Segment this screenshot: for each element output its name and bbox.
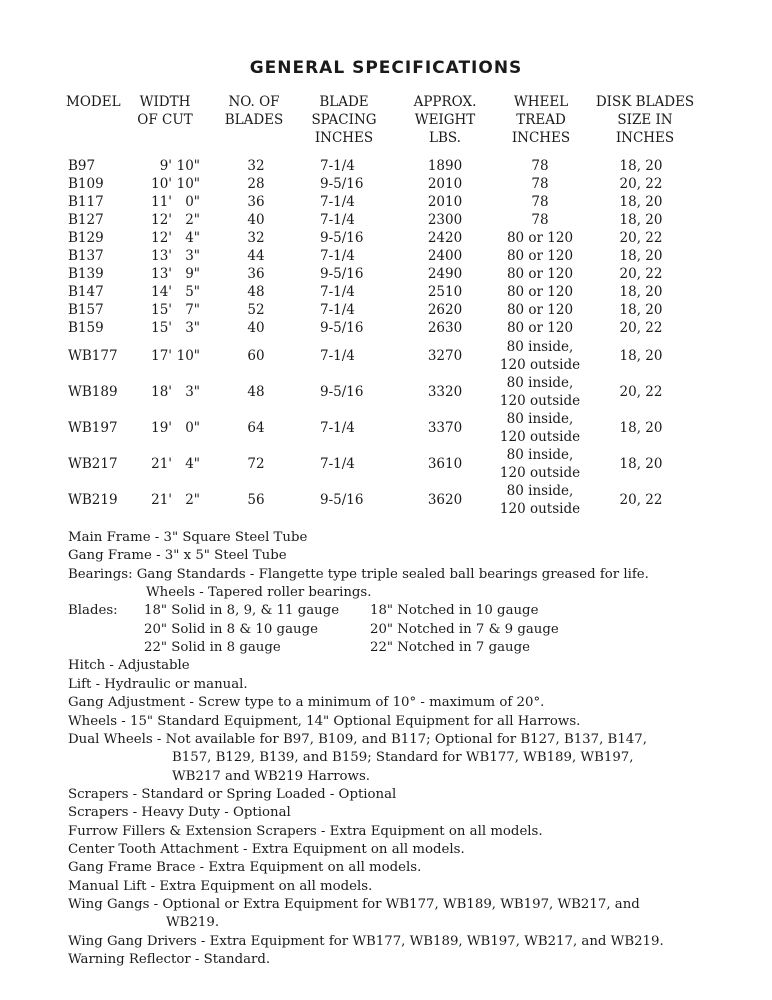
spec-note-line: Main Frame - 3" Square Steel Tube	[68, 530, 308, 545]
header-spacing-line: SPACING	[311, 112, 377, 128]
disk-cell: 18, 20	[619, 194, 663, 210]
tread-cell: 80 or 120	[506, 302, 574, 318]
spec-note-line: Scrapers - Heavy Duty - Optional	[68, 805, 291, 821]
spec-note-line: Wing Gangs - Optional or Extra Equipment for WB177, WB189, WB197, WB217, and	[68, 897, 640, 912]
model-cell: B137	[68, 248, 104, 264]
spec-note-line: B157, B129, B139, and B159; Standard for WB177, WB189, WB197,	[172, 750, 634, 766]
disk-cell: 18, 20	[619, 456, 663, 472]
model-cell: WB189	[68, 384, 118, 400]
width-feet-cell: 19'	[151, 420, 172, 436]
spec-note-line: Wheels - 15" Standard Equipment, 14" Optional Equipment for all Harrows.	[68, 713, 581, 729]
disk-cell: 20, 22	[619, 384, 663, 400]
tread-cell: 80 inside,	[506, 375, 574, 391]
header-weight-line: APPROX.	[413, 94, 477, 110]
tread-cell: 78	[531, 212, 549, 228]
width-inches-cell: 0"	[185, 194, 200, 210]
width-inches-cell: 3"	[185, 248, 200, 264]
tread-cell: 80 inside,	[506, 447, 574, 463]
model-cell: WB177	[68, 348, 118, 364]
disk-cell: 20, 22	[619, 176, 663, 192]
header-disk-line: SIZE IN	[617, 112, 673, 128]
header-width-line: OF CUT	[137, 112, 193, 128]
weight-cell: 1890	[427, 158, 463, 174]
spacing-cell: 7-1/4	[320, 284, 355, 300]
width-inches-cell: 10"	[176, 158, 200, 174]
spacing-cell: 9-5/16	[320, 320, 364, 336]
weight-cell: 3620	[427, 492, 463, 508]
weight-cell: 3320	[427, 384, 463, 400]
header-model-line: MODEL	[66, 94, 121, 110]
spec-note-line: WB219.	[166, 915, 220, 931]
disk-cell: 20, 22	[619, 492, 663, 508]
tread-cell: 120 outside	[499, 429, 581, 445]
spacing-cell: 7-1/4	[320, 456, 355, 472]
spec-note-line: Furrow Fillers & Extension Scrapers - Extra Equipment on all models.	[68, 823, 543, 839]
spec-note-line: Center Tooth Attachment - Extra Equipment on all models.	[68, 841, 465, 857]
blades-cell: 44	[247, 248, 265, 264]
spec-note-line: Scrapers - Standard or Spring Loaded - Optional	[68, 786, 397, 802]
tread-cell: 120 outside	[499, 465, 581, 481]
width-inches-cell: 10"	[176, 348, 200, 364]
width-feet-cell: 13'	[151, 248, 172, 264]
model-cell: B147	[68, 284, 104, 300]
weight-cell: 2490	[427, 266, 463, 282]
width-feet-cell: 12'	[151, 212, 172, 228]
spacing-cell: 7-1/4	[320, 302, 355, 318]
disk-cell: 20, 22	[619, 320, 663, 336]
spacing-cell: 9-5/16	[320, 266, 364, 282]
header-weight-line: LBS.	[429, 130, 461, 146]
model-cell: WB219	[68, 492, 118, 508]
width-inches-cell: 3"	[185, 320, 200, 336]
header-disk-line: INCHES	[615, 130, 675, 146]
width-feet-cell: 17'	[151, 348, 172, 364]
page-title: GENERAL SPECIFICATIONS	[249, 58, 523, 78]
width-inches-cell: 2"	[185, 492, 200, 508]
weight-cell: 3610	[427, 456, 463, 472]
weight-cell: 2620	[427, 302, 463, 318]
model-cell: B97	[68, 158, 96, 174]
tread-cell: 80 inside,	[506, 483, 574, 499]
weight-cell: 2420	[427, 230, 463, 246]
tread-cell: 120 outside	[499, 357, 581, 373]
blades-cell: 60	[247, 348, 265, 364]
model-cell: B157	[68, 302, 104, 318]
width-feet-cell: 13'	[151, 266, 172, 282]
width-inches-cell: 3"	[185, 384, 200, 400]
header-disk-line: DISK BLADES	[595, 94, 695, 110]
disk-cell: 18, 20	[619, 348, 663, 364]
spacing-cell: 7-1/4	[320, 348, 355, 364]
spec-note-line: Gang Frame Brace - Extra Equipment on all models.	[68, 860, 422, 876]
spacing-cell: 7-1/4	[320, 420, 355, 436]
blades-cell: 36	[247, 266, 265, 282]
width-inches-cell: 9"	[185, 266, 200, 282]
spacing-cell: 9-5/16	[320, 492, 364, 508]
blades-cell: 72	[247, 456, 265, 472]
weight-cell: 2400	[427, 248, 463, 264]
blades-cell: 36	[247, 194, 265, 210]
header-tread-line: WHEEL	[513, 94, 569, 110]
tread-cell: 78	[531, 194, 549, 210]
disk-cell: 18, 20	[619, 212, 663, 228]
spacing-cell: 9-5/16	[320, 230, 364, 246]
header-spacing-line: BLADE	[319, 94, 369, 110]
blades-cell: 32	[247, 158, 265, 174]
width-feet-cell: 21'	[151, 492, 172, 508]
blades-cell: 32	[247, 230, 265, 246]
spec-note-line: Manual Lift - Extra Equipment on all models.	[68, 878, 373, 894]
tread-cell: 78	[531, 158, 549, 174]
spec-note-line: Dual Wheels - Not available for B97, B109, and B117; Optional for B127, B137, B147,	[68, 731, 647, 747]
blade-gauge-text: 22" Notched in 7 gauge	[370, 640, 530, 656]
model-cell: WB217	[68, 456, 118, 472]
tread-cell: 80 inside,	[506, 411, 574, 427]
width-inches-cell: 4"	[185, 456, 200, 472]
spec-note-line: Wheels - Tapered roller bearings.	[146, 585, 372, 601]
blade-gauge-text: 20" Notched in 7 & 9 gauge	[370, 621, 559, 637]
disk-cell: 18, 20	[619, 302, 663, 318]
disk-cell: 18, 20	[619, 158, 663, 174]
tread-cell: 80 or 120	[506, 266, 574, 282]
blades-cell: 48	[247, 284, 265, 300]
spec-note-line: Wing Gang Drivers - Extra Equipment for WB177, WB189, WB197, WB217, and WB219.	[68, 933, 664, 949]
spec-note-line: Warning Reflector - Standard.	[68, 952, 271, 968]
model-cell: B127	[68, 212, 104, 228]
header-weight-line: WEIGHT	[414, 112, 476, 128]
width-feet-cell: 10'	[151, 176, 172, 192]
spacing-cell: 7-1/4	[320, 158, 355, 174]
spacing-cell: 9-5/16	[320, 384, 364, 400]
blades-cell: 48	[247, 384, 265, 400]
disk-cell: 18, 20	[619, 420, 663, 436]
blades-cell: 64	[247, 420, 265, 436]
blades-cell: 40	[247, 212, 265, 228]
width-feet-cell: 11'	[151, 194, 172, 210]
blades-cell: 56	[247, 492, 265, 508]
weight-cell: 2510	[427, 284, 463, 300]
width-feet-cell: 9'	[159, 158, 172, 174]
disk-cell: 18, 20	[619, 248, 663, 264]
disk-cell: 20, 22	[619, 230, 663, 246]
width-inches-cell: 4"	[185, 230, 200, 246]
model-cell: B159	[68, 320, 104, 336]
blades-cell: 52	[247, 302, 265, 318]
blade-gauge-text: 22" Solid in 8 gauge	[144, 640, 281, 656]
model-cell: B109	[68, 176, 104, 192]
tread-cell: 80 inside,	[506, 339, 574, 355]
weight-cell: 3270	[427, 348, 463, 364]
model-cell: B117	[68, 194, 104, 210]
weight-cell: 2010	[427, 194, 463, 210]
blade-gauge-text: 18" Notched in 10 gauge	[370, 603, 539, 619]
tread-cell: 80 or 120	[506, 230, 574, 246]
spacing-cell: 7-1/4	[320, 248, 355, 264]
weight-cell: 2010	[427, 176, 463, 192]
spacing-cell: 7-1/4	[320, 194, 355, 210]
model-cell: B139	[68, 266, 104, 282]
tread-cell: 80 or 120	[506, 248, 574, 264]
width-feet-cell: 15'	[151, 320, 172, 336]
tread-cell: 78	[531, 176, 549, 192]
width-feet-cell: 15'	[151, 302, 172, 318]
width-inches-cell: 2"	[185, 212, 200, 228]
spec-note-line: Bearings: Gang Standards - Flangette type triple sealed ball bearings greased for life.	[68, 566, 649, 582]
width-feet-cell: 12'	[151, 230, 172, 246]
spacing-cell: 9-5/16	[320, 176, 364, 192]
disk-cell: 18, 20	[619, 284, 663, 300]
blades-cell: 40	[247, 320, 265, 336]
width-feet-cell: 18'	[151, 384, 172, 400]
header-tread-line: TREAD	[516, 112, 566, 128]
tread-cell: 120 outside	[499, 393, 581, 409]
tread-cell: 80 or 120	[506, 320, 574, 336]
model-cell: WB197	[68, 420, 118, 436]
header-spacing-line: INCHES	[314, 130, 374, 146]
disk-cell: 20, 22	[619, 266, 663, 282]
header-tread-line: INCHES	[511, 130, 571, 146]
spec-note-line: WB217 and WB219 Harrows.	[172, 768, 370, 784]
blades-cell: 28	[247, 176, 265, 192]
blade-gauge-text: 18" Solid in 8, 9, & 11 gauge	[144, 603, 340, 619]
blade-gauge-text: 20" Solid in 8 & 10 gauge	[144, 621, 318, 637]
width-inches-cell: 5"	[185, 284, 200, 300]
width-inches-cell: 7"	[185, 302, 200, 318]
tread-cell: 120 outside	[499, 501, 581, 517]
spec-note-line: Lift - Hydraulic or manual.	[68, 676, 248, 692]
spec-note-line: Blades:	[68, 603, 118, 619]
weight-cell: 2630	[427, 320, 463, 336]
tread-cell: 80 or 120	[506, 284, 574, 300]
spec-note-line: Gang Adjustment - Screw type to a minimum of 10° - maximum of 20°.	[68, 695, 545, 711]
weight-cell: 2300	[427, 212, 463, 228]
spec-note-line: Hitch - Adjustable	[68, 658, 190, 674]
weight-cell: 3370	[427, 420, 463, 436]
width-feet-cell: 14'	[151, 284, 172, 300]
header-blades-line: NO. OF	[228, 94, 280, 110]
header-width-line: WIDTH	[139, 94, 191, 110]
header-blades-line: BLADES	[224, 112, 284, 128]
spacing-cell: 7-1/4	[320, 212, 355, 228]
spec-note-line: Gang Frame - 3" x 5" Steel Tube	[68, 548, 287, 564]
width-inches-cell: 10"	[176, 176, 200, 192]
width-feet-cell: 21'	[151, 456, 172, 472]
model-cell: B129	[68, 230, 104, 246]
width-inches-cell: 0"	[185, 420, 200, 436]
